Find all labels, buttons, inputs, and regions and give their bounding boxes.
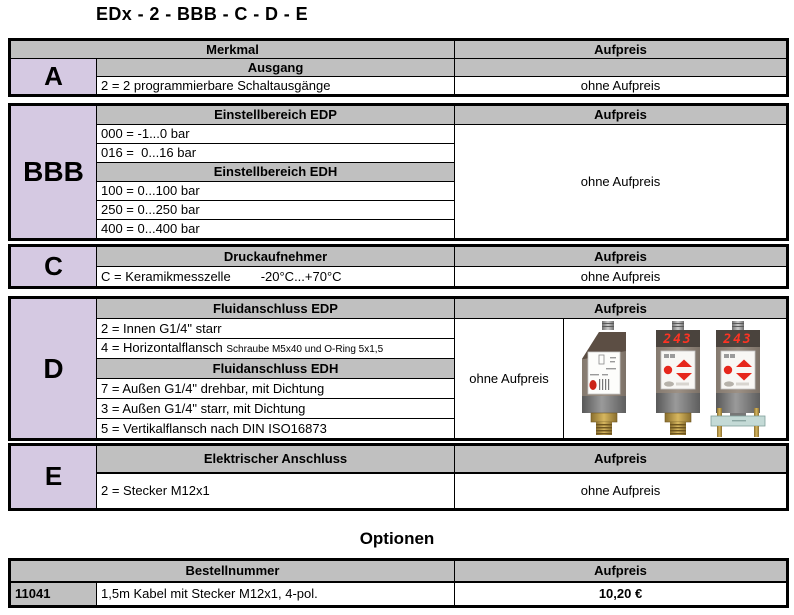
- option-note: Schraube M5x40 und O-Ring 5x1,5: [226, 344, 384, 356]
- section-e-table: [8, 443, 789, 511]
- option-row-text: [97, 339, 455, 359]
- option-row-text: 5 = Vertikalflansch nach DIN ISO16873: [97, 419, 455, 440]
- order-description: 1,5m Kabel mit Stecker M12x1, 4-pol.: [97, 582, 455, 607]
- option-code: C = Keramikmesszelle: [101, 268, 231, 284]
- display-value: 243: [663, 331, 693, 347]
- section-d-table: [8, 296, 789, 441]
- page-title: EDx - 2 - BBB - C - D - E: [96, 4, 309, 24]
- product-image-edh-sensor: [656, 321, 700, 435]
- option-row-text: 2 = Innen G1/4" starr: [97, 319, 455, 339]
- option-code: 4 = Horizontalflansch: [101, 340, 223, 356]
- aufpreis-value: ohne Aufpreis: [455, 473, 788, 510]
- option-row-text: 2 = Stecker M12x1: [97, 473, 455, 510]
- group-header-einstellbereich-edh: Einstellbereich EDH: [97, 163, 455, 182]
- column-header-aufpreis: Aufpreis: [455, 298, 788, 319]
- group-header-fluidanschluss-edh: Fluidanschluss EDH: [97, 359, 455, 379]
- section-a-table: [8, 38, 789, 97]
- group-header-druckaufnehmer: Druckaufnehmer: [97, 246, 455, 267]
- option-row-text: 016 = 0...16 bar: [97, 144, 455, 163]
- column-header-aufpreis: Aufpreis: [455, 445, 788, 474]
- option-row-text: 250 = 0...250 bar: [97, 201, 455, 220]
- group-header-elektrischer-anschluss: Elektrischer Anschluss: [97, 445, 455, 474]
- product-image-edp-sensor: [582, 321, 626, 435]
- option-row-text: 7 = Außen G1/4" drehbar, mit Dichtung: [97, 379, 455, 399]
- section-e-label: E: [10, 445, 97, 510]
- option-row-text: 100 = 0...100 bar: [97, 182, 455, 201]
- column-header-aufpreis: Aufpreis: [455, 246, 788, 267]
- column-header-merkmal: Merkmal: [10, 40, 455, 59]
- section-c-label: C: [10, 246, 97, 288]
- column-header-aufpreis: Aufpreis: [455, 40, 788, 59]
- display-value: 243: [723, 331, 753, 347]
- aufpreis-value: ohne Aufpreis: [455, 125, 788, 240]
- column-header-aufpreis: Aufpreis: [455, 560, 788, 583]
- group-header-ausgang: Ausgang: [97, 59, 455, 77]
- aufpreis-value: ohne Aufpreis: [455, 77, 788, 96]
- aufpreis-value: ohne Aufpreis: [455, 319, 564, 440]
- option-row-text: 000 = -1...0 bar: [97, 125, 455, 144]
- group-header-einstellbereich-edp: Einstellbereich EDP: [97, 105, 455, 125]
- column-header-aufpreis: Aufpreis: [455, 105, 788, 125]
- option-row-text: 3 = Außen G1/4" starr, mit Dichtung: [97, 399, 455, 419]
- aufpreis-value: ohne Aufpreis: [455, 267, 788, 288]
- product-images: [564, 320, 786, 438]
- section-bbb-table: [8, 103, 789, 241]
- product-images-cell: [564, 319, 788, 440]
- option-row-text: 400 = 0...400 bar: [97, 220, 455, 240]
- options-table: [8, 558, 789, 608]
- order-price: 10,20 €: [455, 582, 788, 607]
- column-header-bestellnummer: Bestellnummer: [10, 560, 455, 583]
- section-c-table: [8, 244, 789, 289]
- temperature-range: -20°C...+70°C: [260, 268, 342, 284]
- empty-header-cell: [455, 59, 788, 77]
- options-heading: Optionen: [359, 529, 435, 548]
- order-number: 11041: [10, 582, 97, 607]
- section-d-label: D: [10, 298, 97, 440]
- option-row-text: [97, 267, 455, 288]
- group-header-fluidanschluss-edp: Fluidanschluss EDP: [97, 298, 455, 319]
- section-bbb-label: BBB: [10, 105, 97, 240]
- product-image-edh-flange-sensor: [711, 321, 765, 437]
- option-row-text: 2 = 2 programmierbare Schaltausgänge: [97, 77, 455, 96]
- section-a-label: A: [10, 59, 97, 96]
